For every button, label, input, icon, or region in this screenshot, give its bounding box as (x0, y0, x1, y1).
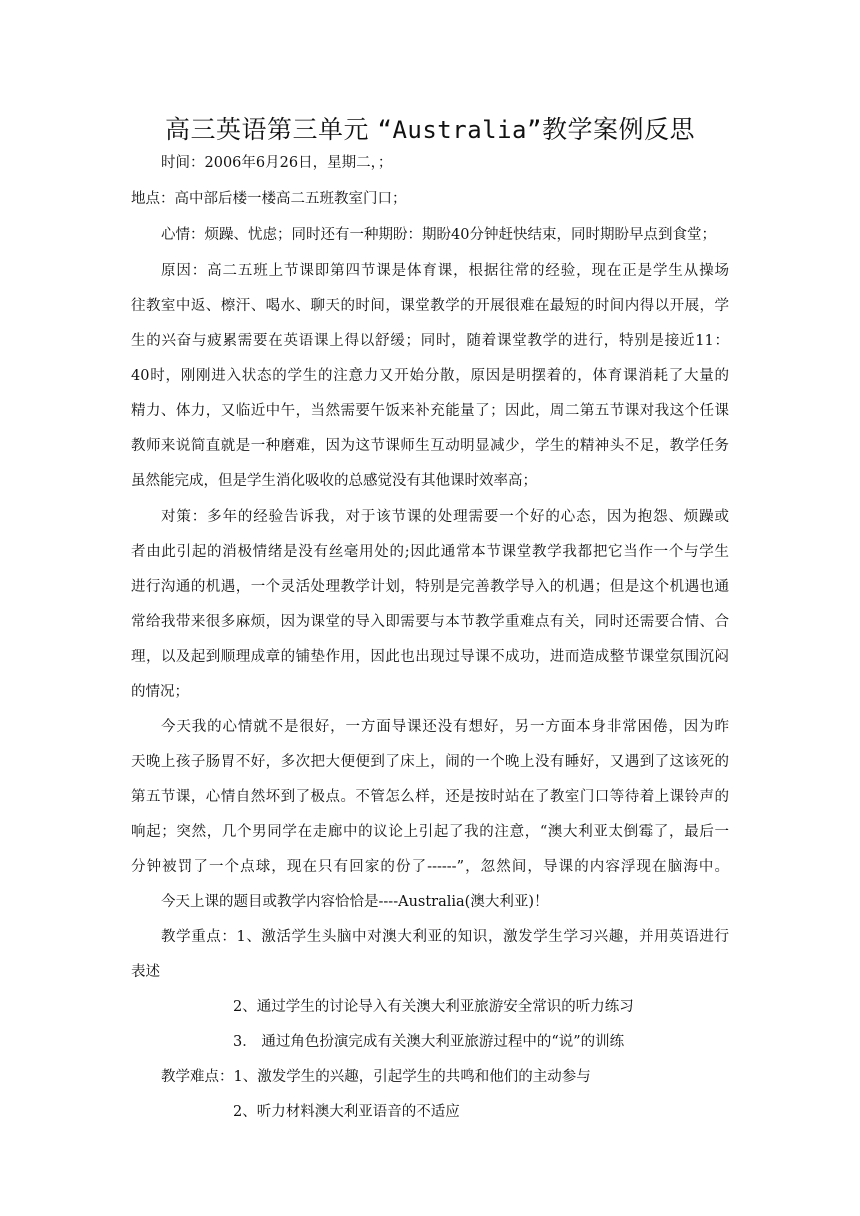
mood-line: 心情：烦躁、忧虑；同时还有一种期盼：期盼40分钟赶快结束，同时期盼早点到食堂； (161, 227, 716, 243)
strategy-line: 对策：多年的经验告诉我，对于该节课的处理需要一个好的心态，因为抱怨、烦躁或 (161, 509, 729, 525)
strategy-line: 理，以及起到顺理成章的铺垫作用，因此也出现过导课不成功，进而造成整节课堂氛围沉闷 (131, 649, 729, 665)
key-point-item-2: 2、通过学生的讨论导入有关澳大利亚旅游安全常识的听力练习 (233, 999, 634, 1015)
title-part-3: 教学案例反思 (541, 115, 695, 144)
key-points-continuation: 表述 (131, 964, 160, 980)
document-title (0, 110, 860, 146)
time-line: 时间：2006年6月26日，星期二，； (161, 155, 393, 171)
strategy-line: 者由此引起的消极情绪是没有丝毫用处的;因此通常本节课堂教学我都把它当作一个与学生 (131, 544, 729, 560)
strategy-line: 进行沟通的机遇，一个灵活处理教学计划，特别是完善教学导入的机遇；但是这个机遇也通 (131, 579, 729, 595)
reason-line: 原因：高二五班上节课即第四节课是体育课，根据往常的经验，现在正是学生从操场 (161, 263, 729, 279)
difficulty-item-2: 2、听力材料澳大利亚语音的不适应 (233, 1104, 460, 1120)
place-line: 地点：高中部后楼一楼高二五班教室门口； (131, 191, 407, 207)
reason-line: 40时，刚刚进入状态的学生的注意力又开始分散，原因是明摆着的，体育课消耗了大量的 (131, 368, 729, 384)
reason-line: 虽然能完成，但是学生消化吸收的总感觉没有其他课时效率高； (131, 473, 537, 489)
key-point-item-3: 3． 通过角色扮演完成有关澳大利亚旅游过程中的“说”的训练 (233, 1034, 625, 1050)
today-line: 响起；突然，几个男同学在走廊中的议论上引起了我的注意，“澳大利亚太倒霉了，最后一 (131, 824, 729, 840)
topic-line: 今天上课的题目或教学内容恰恰是----Australia(澳大利亚)！ (161, 894, 549, 910)
reason-line: 精力、体力，又临近中午，当然需要午饭来补充能量了；因此，周二第五节课对我这个任课 (131, 403, 729, 419)
today-line: 分钟被罚了一个点球，现在只有回家的份了------”，忽然间，导课的内容浮现在脑海中。 (131, 859, 729, 875)
title-part-1: 高三英语第三单元 (165, 115, 370, 144)
reason-line: 教师来说简直就是一种磨难，因为这节课师生互动明显减少，学生的精神头不足，教学任务 (131, 438, 729, 454)
reason-line: 往教室中返、檫汗、喝水、聊天的时间，课堂教学的开展很难在最短的时间内得以开展，学 (131, 298, 729, 314)
title-part-2: “Australia” (377, 116, 542, 144)
today-line: 第五节课，心情自然坏到了极点。不管怎么样，还是按时站在了教室门口等待着上课铃声的 (131, 789, 729, 805)
key-points-line: 教学重点：1、激活学生头脑中对澳大利亚的知识，激发学生学习兴趣，并用英语进行 (161, 929, 729, 945)
today-line: 天晚上孩子肠胃不好，多次把大便便到了床上，闹的一个晚上没有睡好，又遇到了这该死的 (131, 754, 729, 770)
today-line: 今天我的心情就不是很好，一方面导课还没有想好，另一方面本身非常困倦，因为昨 (161, 719, 729, 735)
reason-line: 生的兴奋与疲累需要在英语课上得以舒缓；同时，随着课堂教学的进行，特别是接近11： (131, 333, 729, 349)
strategy-line: 常给我带来很多麻烦，因为课堂的导入即需要与本节教学重难点有关，同时还需要合情、合 (131, 614, 729, 630)
difficulties-line: 教学难点：1、激发学生的兴趣，引起学生的共鸣和他们的主动参与 (161, 1069, 591, 1085)
strategy-line: 的情况； (131, 684, 189, 700)
